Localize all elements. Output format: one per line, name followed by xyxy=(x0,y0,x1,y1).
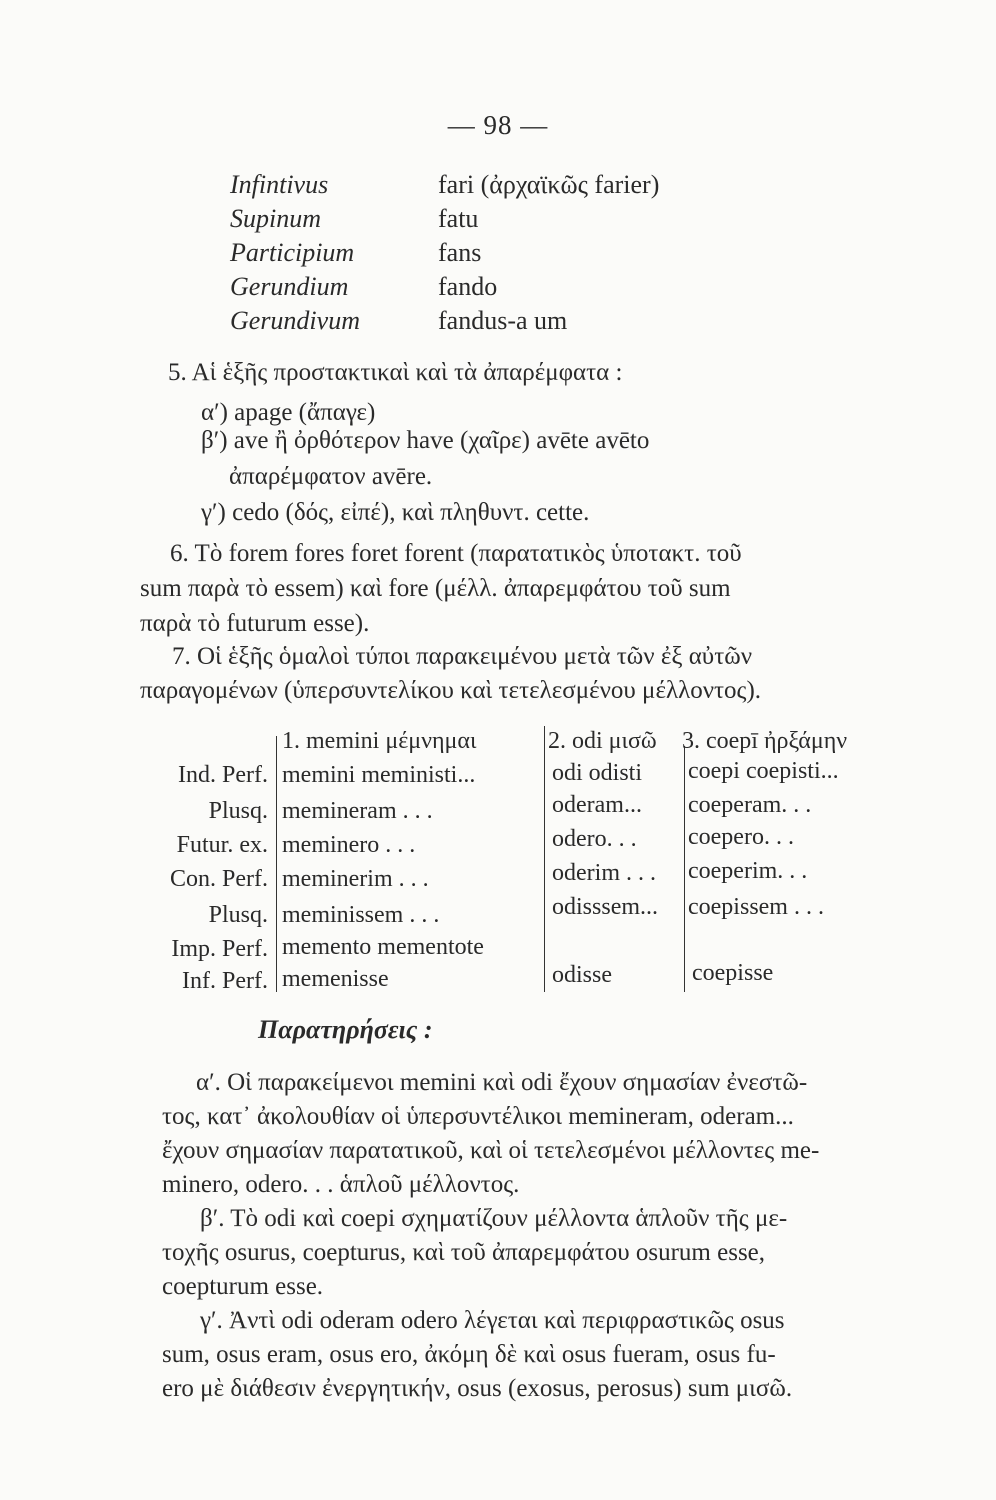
section-7-line-2: παραγομένων (ὑπερσυντελίκου καὶ τετελεσμένου μέλλοντος). xyxy=(140,677,762,704)
table-cell: odisssem... xyxy=(552,894,659,920)
form-value: fatu xyxy=(438,204,479,233)
table-cell: coepisse xyxy=(692,960,774,986)
form-row-participium xyxy=(230,236,659,270)
remark-line: τος, κατ᾿ ἀκολουθίαν οἱ ὑπερσυντέλικοι memineram, oderam... xyxy=(162,1103,794,1130)
table-divider xyxy=(544,726,545,992)
remark-line: β′. Τὸ odi καὶ coepi σχηματίζουν μέλλοντα ἁπλοῦν τῆς με- xyxy=(200,1205,788,1232)
table-divider xyxy=(684,746,685,992)
page-number: — 98 — xyxy=(447,110,549,140)
table-cell: memento mementote xyxy=(282,934,484,960)
form-row-gerundivum xyxy=(230,304,659,338)
table-cell: odisse xyxy=(552,962,612,988)
table-row-label: Plusq. xyxy=(208,902,268,928)
form-value: fandus-a um xyxy=(438,306,568,335)
table-row-label: Con. Perf. xyxy=(170,866,268,892)
conjugation-table xyxy=(112,726,892,996)
form-value: fari (ἀρχαϊκῶς farier) xyxy=(438,170,660,199)
section-5-item-b-cont: ἀπαρέμφατον avēre. xyxy=(229,463,433,490)
table-cell: meminerim . . . xyxy=(282,866,429,892)
form-value: fans xyxy=(438,238,482,267)
table-cell: oderam... xyxy=(552,792,642,818)
table-cell: odero. . . xyxy=(552,826,637,852)
remark-line: τοχῆς osurus, coepturus, καὶ τοῦ ἀπαρεμφάτου osurum esse, xyxy=(162,1239,766,1266)
form-label: Supinum xyxy=(230,204,321,233)
form-row-infinitive xyxy=(230,168,659,202)
section-7-line-1: 7. Οἱ ἑξῆς ὁμαλοὶ τύποι παρακειμένου μετὰ τῶν ἐξ αὐτῶν xyxy=(172,643,752,670)
table-cell: memineram . . . xyxy=(282,798,433,824)
form-label: Gerundium xyxy=(230,272,349,301)
table-divider xyxy=(276,736,277,992)
remark-line: minero, odero. . . ἁπλοῦ μέλλοντος. xyxy=(162,1171,520,1198)
form-row-gerundium xyxy=(230,270,659,304)
table-cell: coeperim. . . xyxy=(688,858,808,884)
form-value: fando xyxy=(438,272,498,301)
section-6-line-1: 6. Τὸ forem fores foret forent (παρατατικὸς ὑποτακτ. τοῦ xyxy=(170,540,742,567)
form-label: Infintivus xyxy=(230,170,329,199)
remarks-heading: Παρατηρήσεις : xyxy=(258,1015,433,1044)
table-header-odi: 2. odi μισῶ xyxy=(548,728,657,754)
remark-line: ἔχουν σημασίαν παρατατικοῦ, καὶ οἱ τετελεσμένοι μέλλοντες me- xyxy=(162,1137,820,1164)
remark-line: coepturum esse. xyxy=(162,1273,324,1300)
table-cell: coepi coepisti... xyxy=(688,758,839,784)
remark-line: ero μὲ διάθεσιν ἐνεργητικήν, osus (exosus, perosus) sum μισῶ. xyxy=(162,1375,793,1402)
table-row-label: Futur. ex. xyxy=(176,832,268,858)
table-row-label: Ind. Perf. xyxy=(178,762,268,788)
remark-line: α′. Οἱ παρακείμενοι memini καὶ odi ἔχουν σημασίαν ἐνεστῶ- xyxy=(196,1069,808,1096)
section-5-item-c: γ′) cedo (δός, εἰπέ), καὶ πληθυντ. cette. xyxy=(201,499,590,526)
table-cell: oderim . . . xyxy=(552,860,656,886)
table-row-label: Plusq. xyxy=(208,798,268,824)
table-cell: memenisse xyxy=(282,966,389,992)
section-6-line-3: παρὰ τὸ futurum esse). xyxy=(140,610,370,637)
table-cell: meminero . . . xyxy=(282,832,416,858)
section-5-item-b: β′) ave ἢ ὀρθότερον have (χαῖρε) avēte avēto xyxy=(201,427,650,454)
table-cell: meminissem . . . xyxy=(282,902,440,928)
table-cell: odi odisti xyxy=(552,760,643,786)
form-row-supinum xyxy=(230,202,659,236)
verb-forms-list xyxy=(230,168,659,338)
table-row-label: Imp. Perf. xyxy=(171,936,268,962)
section-6-line-2: sum παρὰ τὸ essem) καὶ fore (μέλλ. ἀπαρεμφάτου τοῦ sum xyxy=(140,575,731,602)
table-header-memini: 1. memini μέμνημαι xyxy=(282,728,477,754)
remark-line: γ′. Ἀντὶ odi oderam odero λέγεται καὶ περιφραστικῶς osus xyxy=(200,1307,785,1334)
table-header-coepi: 3. coepī ἠρξάμην xyxy=(682,728,848,754)
form-label: Gerundivum xyxy=(230,306,360,335)
table-cell: coepissem . . . xyxy=(688,894,824,920)
section-5-title: 5. Αἱ ἑξῆς προστακτικαὶ καὶ τὰ ἀπαρέμφατα : xyxy=(168,359,623,386)
table-cell: coepero. . . xyxy=(688,824,794,850)
table-cell: memini meministi... xyxy=(282,762,476,788)
form-label: Participium xyxy=(230,238,355,267)
section-5-item-a: α′) apage (ἄπαγε) xyxy=(201,399,376,426)
table-row-label: Inf. Perf. xyxy=(182,968,268,994)
remark-line: sum, osus eram, osus ero, ἀκόμη δὲ καὶ osus fueram, osus fu- xyxy=(162,1341,776,1368)
table-cell: coeperam. . . xyxy=(688,792,812,818)
